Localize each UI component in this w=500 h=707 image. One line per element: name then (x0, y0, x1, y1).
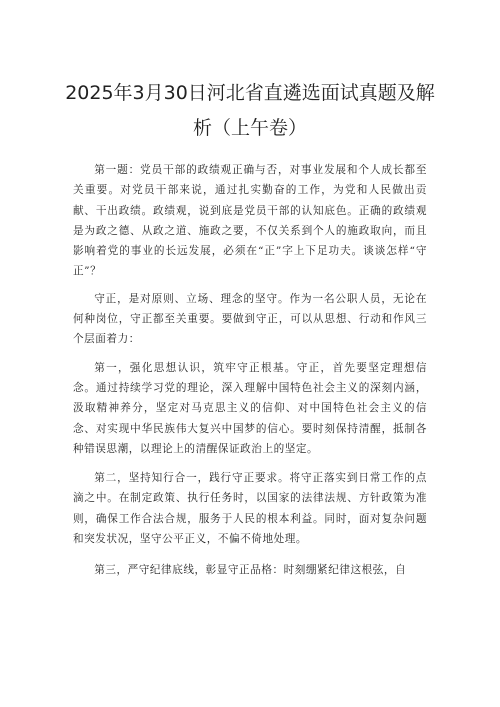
document-title-line-1: 2025年3月30日河北省直遴选面试真题及解 (65, 82, 435, 104)
paragraph-point-1: 第一，强化思想认识，筑牢守正根基。守正，首先要坚定理想信念。通过持续学习党的理论，深入理解中国特色社会主义的深刻内涵，汲取精神养分，坚定对马克思主义的信仰、对中国特色社会主义的信念、对实现中华民族伟大复兴中国梦的信心。要时刻保持清醒，抵制各种错误思潮，以理论上的清醒保证政治上的坚定。 (73, 361, 427, 455)
paragraph-question-1: 第一题：党员干部的政绩观正确与否，对事业发展和个人成长都至关重要。对党员干部来说，通过扎实勤奋的工作，为党和人民做出贡献、干出政绩。政绩观，说到底是党员干部的认知底色。正确的政绩观是为政之德、从政之道、施政之要，不仅关系到个人的施政取向，而且影响着党的事业的长远发展，必须在“正”字上下足功夫。谈谈怎样“守正”？ (73, 164, 427, 278)
paragraph-point-2: 第二，坚持知行合一，践行守正要求。将守正落实到日常工作的点滴之中。在制定政策、执行任务时，以国家的法律法规、方针政策为准则，确保工作合法合规，服务于人民的根本利益。同时，面对复杂问题和突发状况，坚守公平正义，不偏不倚地处理。 (73, 472, 427, 546)
paragraph-answer-intro: 守正，是对原则、立场、理念的坚守。作为一名公职人员，无论在何种岗位，守正都至关重要。要做到守正，可以从思想、行动和作风三个层面着力： (73, 292, 427, 346)
document-body (73, 160, 427, 581)
document-title-line-2: 析（上午卷） (192, 117, 307, 139)
paragraph-point-3: 第三，严守纪律底线，彰显守正品格：时刻绷紧纪律这根弦，自 (94, 564, 407, 577)
